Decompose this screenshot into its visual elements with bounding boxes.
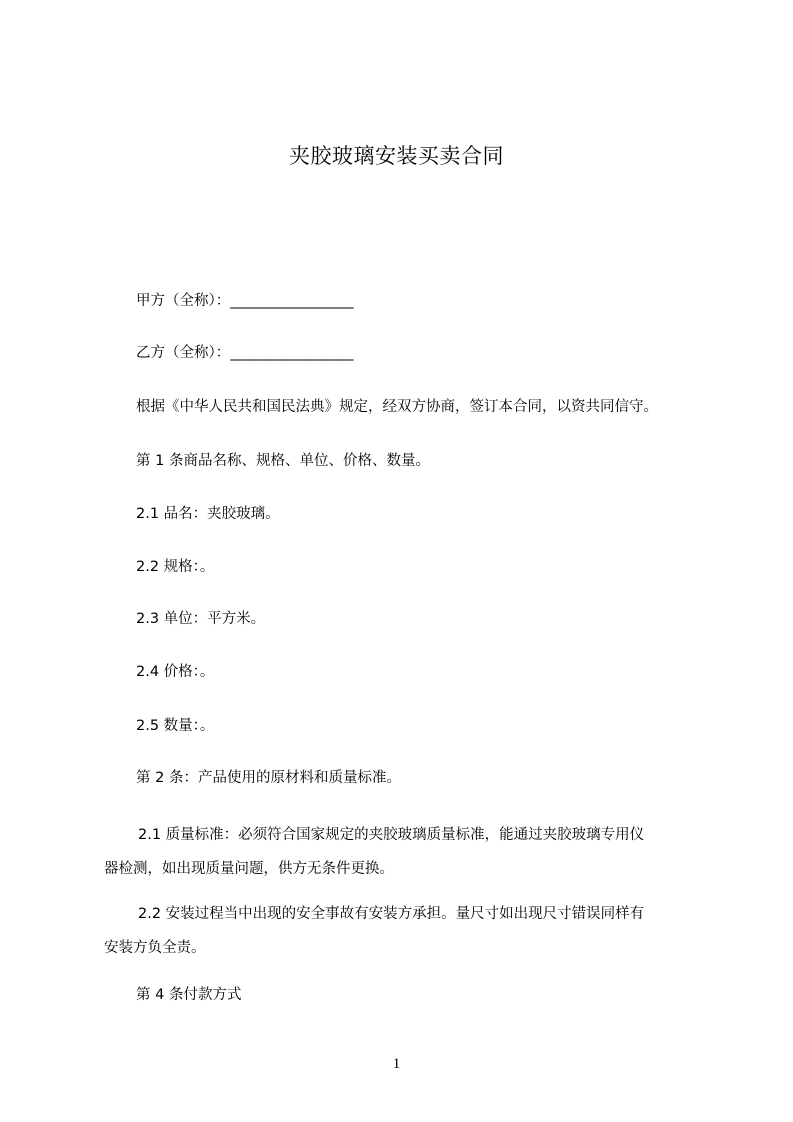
preamble-text: 根据《中华人民共和国民法典》规定，经双方协商，签订本合同，以资共同信守。 bbox=[136, 399, 658, 415]
safety-responsibility-line-2: 安装方负全责。 bbox=[104, 940, 206, 956]
safety-responsibility-line-1: 2.2 安装过程当中出现的安全事故有安装方承担。量尺寸如出现尺寸错误同样有 bbox=[138, 906, 645, 922]
quality-standard-paragraph bbox=[104, 818, 704, 886]
clause-2-heading: 第 2 条：产品使用的原材料和质量标准。 bbox=[136, 770, 401, 786]
clause-4-heading: 第 4 条付款方式 bbox=[136, 987, 242, 1003]
item-2-2-spec: 2.2 规格：。 bbox=[136, 559, 215, 575]
item-2-1-name: 2.1 品名：夹胶玻璃。 bbox=[136, 506, 280, 522]
quality-standard-line-2: 器检测，如出现质量问题，供方无条件更换。 bbox=[104, 861, 394, 877]
party-a-line: 甲方（全称）：_________________ bbox=[136, 293, 354, 309]
party-b-line: 乙方（全称）：_________________ bbox=[136, 345, 354, 361]
clause-1-heading: 第 1 条商品名称、规格、单位、价格、数量。 bbox=[136, 453, 430, 469]
item-2-4-price: 2.4 价格：。 bbox=[136, 664, 215, 680]
item-2-5-quantity: 2.5 数量：。 bbox=[136, 718, 215, 734]
quality-standard-line-1: 2.1 质量标准：必须符合国家规定的夹胶玻璃质量标准，能通过夹胶玻璃专用仪 bbox=[138, 827, 645, 843]
item-2-3-unit: 2.3 单位：平方米。 bbox=[136, 611, 266, 627]
safety-responsibility-paragraph bbox=[104, 897, 704, 965]
page-number: 1 bbox=[392, 1056, 401, 1072]
document-title: 夹胶玻璃安装买卖合同 bbox=[289, 144, 504, 168]
